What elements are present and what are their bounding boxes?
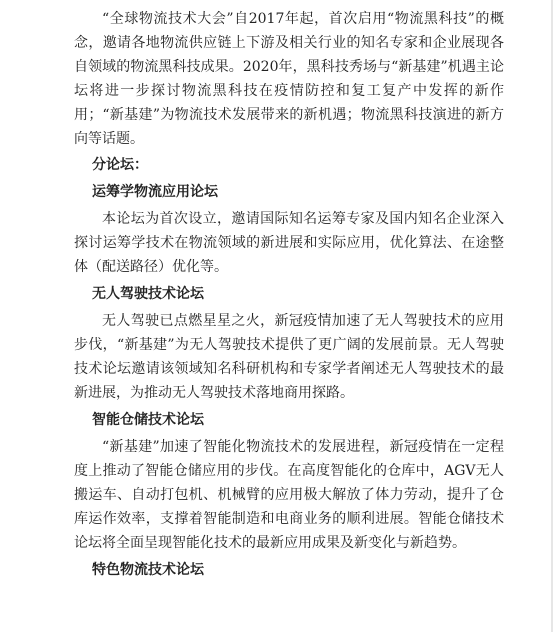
section-title-autonomous-driving: 无人驾驶技术论坛	[92, 286, 204, 302]
section-title-specialty-logistics: 特色物流技术论坛	[92, 562, 204, 578]
document-content	[74, 7, 504, 585]
section-body-autonomous-driving: 无人驾驶已点燃星星之火，新冠疫情加速了无人驾驶技术的应用步伐，“新基建”为无人驾驶技术提供了更广阔的发展前景。无人驾驶技术论坛邀请该领域知名科研机构和专家学者阐述无人驾驶技术的最新进展，为推动无人驾驶技术落地商用探路。	[74, 313, 504, 401]
intro-paragraph: “全球物流技术大会”自2017年起，首次启用“物流黑科技”的概念，邀请各地物流供应链上下游及相关行业的知名专家和企业展现各自领域的物流黑科技成果。2020年，黑科技秀场与“新基建”机遇主论坛将进一步探讨物流黑科技在疫情防控和复工复产中发挥的新作用；“新基建”为物流技术发展带来的新机遇；物流黑科技演进的新方向等话题。	[74, 11, 504, 147]
subforum-heading: 分论坛：	[92, 157, 148, 173]
section-title-smart-warehousing: 智能仓储技术论坛	[92, 412, 204, 428]
section-body-operations-research: 本论坛为首次设立，邀请国际知名运筹专家及国内知名企业深入探讨运筹学技术在物流领域的新进展和实际应用，优化算法、在途整体（配送路径）优化等。	[74, 211, 504, 275]
section-body-smart-warehousing: “新基建”加速了智能化物流技术的发展进程，新冠疫情在一定程度上推动了智能仓储应用的步伐。在高度智能化的仓库中，AGV无人搬运车、自动打包机、机械臂的应用极大解放了体力劳动，提升了仓库运作效率，支撑着智能制造和电商业务的顺利进展。智能仓储技术论坛将全面呈现智能化技术的最新应用成果及新变化与新趋势。	[74, 439, 504, 551]
section-title-operations-research: 运筹学物流应用论坛	[92, 184, 218, 200]
